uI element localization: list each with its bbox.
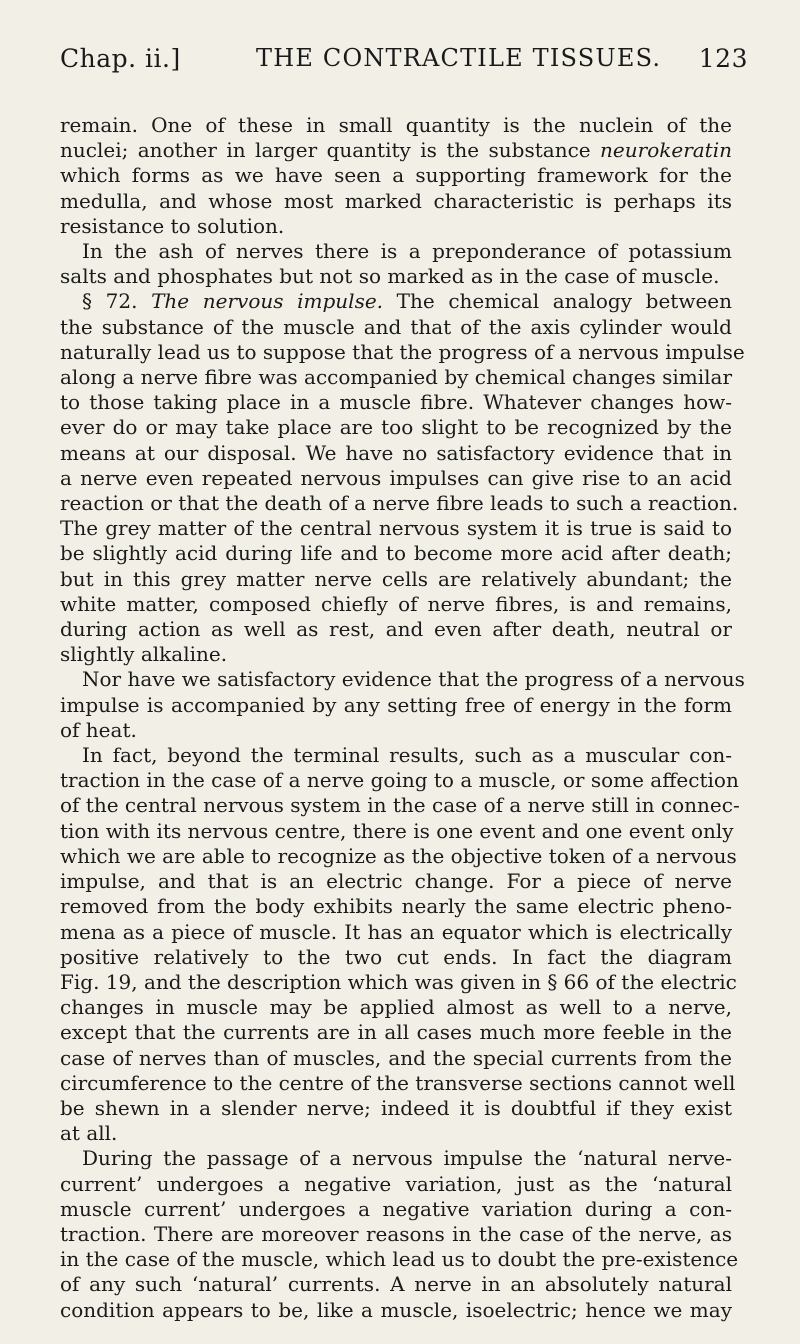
text-line: circumference to the centre of the transverse sections cannot well — [60, 1070, 736, 1095]
text-line: During the passage of a nervous impulse the ‘natural nerve- — [82, 1146, 732, 1171]
text-line: salts and phosphates but not so marked as in the case of muscle. — [60, 264, 720, 289]
text-line: tion with its nervous centre, there is one event and one event only — [60, 818, 734, 843]
italic-text: The nervous impulse. — [151, 289, 384, 314]
running-header — [60, 44, 760, 84]
text-line: white matter, composed chiefly of nerve fibres, is and remains, — [60, 591, 732, 616]
text-line: naturally lead us to suppose that the progress of a nervous impulse — [60, 339, 745, 364]
text-line: slightly alkaline. — [60, 642, 228, 667]
text-line: condition appears to be, like a muscle, isoelectric; hence we may — [60, 1297, 732, 1322]
text-line: be shewn in a slender nerve; indeed it is doubtful if they exist — [60, 1095, 732, 1120]
text-line: during action as well as rest, and even after death, neutral or — [60, 617, 732, 642]
text-line: the substance of the muscle and that of the axis cylinder would — [60, 314, 732, 339]
chapter-label: Chap. ii.] — [60, 44, 181, 73]
text-line: nuclei; another in larger quantity is the substance neurokeratin — [60, 138, 732, 163]
text-line: ever do or may take place are too slight to be recognized by the — [60, 415, 732, 440]
text-line: of the central nervous system in the case of a nerve still in connec- — [60, 793, 740, 818]
text-line: of any such ‘natural’ currents. A nerve in an absolutely natural — [60, 1272, 732, 1297]
text-line: reaction or that the death of a nerve fibre leads to such a reaction. — [60, 491, 739, 516]
text-line: at all. — [60, 1121, 118, 1146]
text-line: In fact, beyond the terminal results, such as a muscular con- — [82, 743, 732, 768]
text-line: of heat. — [60, 717, 137, 742]
text-line: In the ash of nerves there is a preponderance of potassium — [82, 239, 732, 264]
text-line: positive relatively to the two cut ends. In fact the diagram — [60, 944, 732, 969]
text-line: be slightly acid during life and to become more acid after death; — [60, 541, 732, 566]
text-line: remain. One of these in small quantity is the nuclein of the — [60, 113, 732, 137]
text-line: The grey matter of the central nervous system it is true is said to — [60, 516, 732, 541]
text-line: in the case of the muscle, which lead us to doubt the pre-existence — [60, 1247, 739, 1272]
text-line: mena as a piece of muscle. It has an equator which is electrically — [60, 919, 732, 944]
text-line: to those taking place in a muscle fibre. Whatever changes how- — [60, 390, 732, 415]
page-number: 123 — [698, 44, 748, 73]
running-title: THE CONTRACTILE TISSUES. — [256, 44, 662, 72]
text-line: impulse, and that is an electric change. For a piece of nerve — [60, 869, 732, 894]
text-line: traction in the case of a nerve going to a muscle, or some affection — [60, 768, 739, 793]
text-line: means at our disposal. We have no satisfactory evidence that in — [60, 440, 732, 465]
text-line: along a nerve fibre was accompanied by chemical changes similar — [60, 365, 733, 390]
text-line: Nor have we satisfactory evidence that the progress of a nervous — [82, 667, 745, 692]
text-line: resistance to solution. — [60, 213, 285, 238]
text-line: which we are able to recognize as the objective token of a nervous — [60, 843, 737, 868]
text-line: case of nerves than of muscles, and the special currents from the — [60, 1045, 732, 1070]
text-line: traction. There are moreover reasons in the case of the nerve, as — [60, 1221, 732, 1246]
text-line: current’ undergoes a negative variation, just as the ‘natural — [60, 1171, 732, 1196]
text-line: impulse is accompanied by any setting free of energy in the form — [60, 692, 732, 717]
text-line: removed from the body exhibits nearly the same electric pheno- — [60, 894, 732, 919]
italic-text: neurokeratin — [600, 138, 732, 163]
body-text — [60, 113, 745, 1323]
text-line: muscle current’ undergoes a negative variation during a con- — [60, 1196, 732, 1221]
text-line: but in this grey matter nerve cells are relatively abundant; the — [60, 566, 732, 591]
text-line: except that the currents are in all cases much more feeble in the — [60, 1020, 732, 1045]
text-line: Fig. 19, and the description which was given in § 66 of the electric — [60, 969, 737, 994]
text-line: which forms as we have seen a supporting framework for the — [60, 163, 732, 188]
text-line: § 72. The nervous impulse. The chemical analogy between — [82, 289, 732, 314]
text-line: medulla, and whose most marked characteristic is perhaps its — [60, 188, 732, 213]
text-line: a nerve even repeated nervous impulses can give rise to an acid — [60, 465, 732, 490]
text-line: changes in muscle may be applied almost as well to a nerve, — [60, 995, 732, 1020]
